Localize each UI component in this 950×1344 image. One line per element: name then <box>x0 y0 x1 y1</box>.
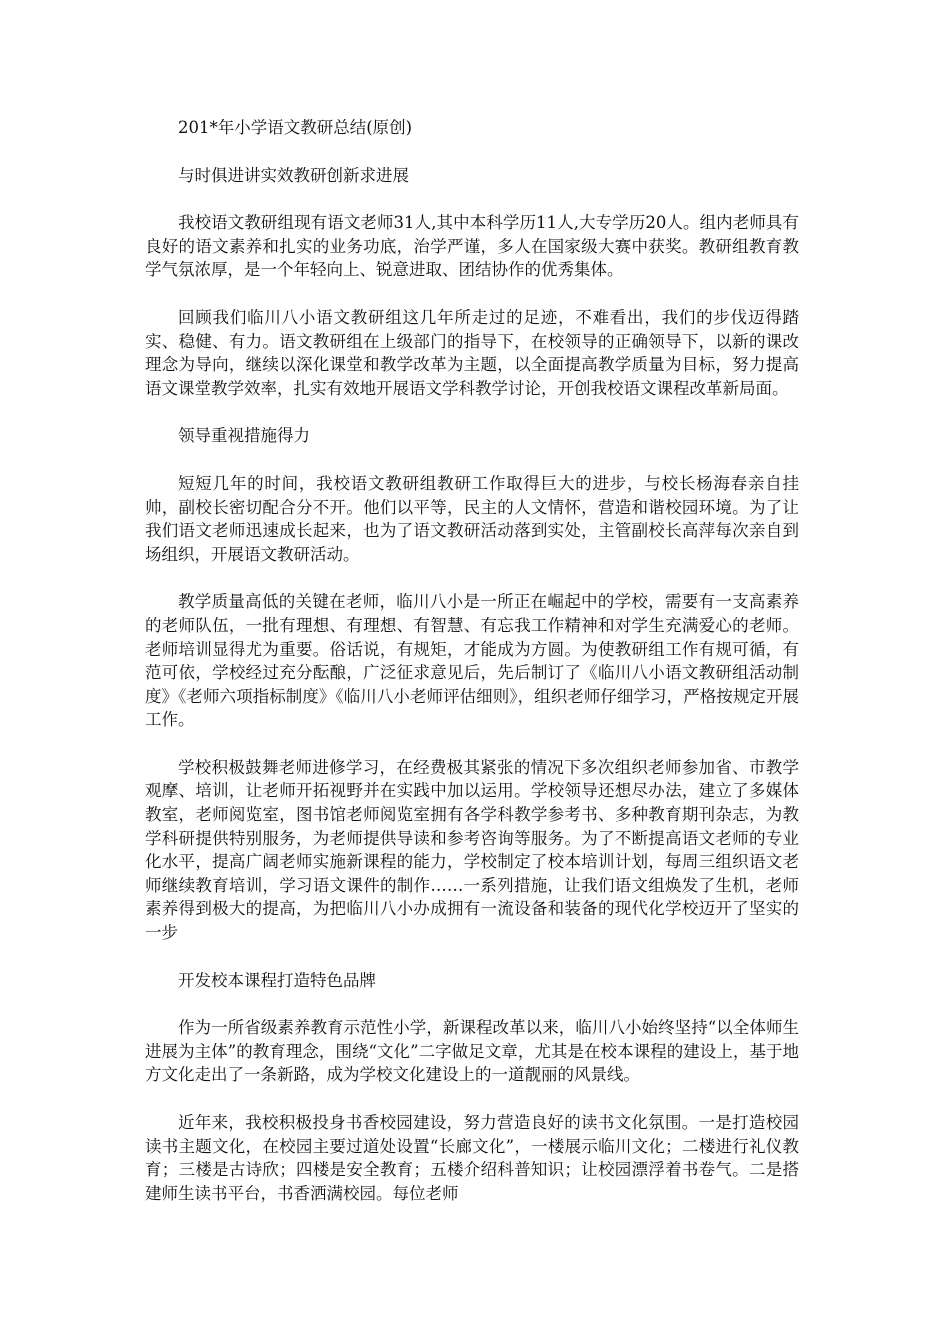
intro-paragraph-2: 回顾我们临川八小语文教研组这几年所走过的足迹，不难看出，我们的步伐迈得踏实、稳健、有力。语文教研组在上级部门的指导下，在校领导的正确领导下，以新的课改理念为导向，继续以深化课堂和教学改革为主题，以全面提高教学质量为目标，努力提高语文课堂教学效率，扎实有效地开展语文学科教学讨论，开创我校语文课程改革新局面。 <box>145 307 799 398</box>
section1-paragraph-3: 学校积极鼓舞老师进修学习，在经费极其紧张的情况下多次组织老师参加省、市教学观摩、培训，让老师开拓视野并在实践中加以运用。学校领导还想尽办法，建立了多媒体教室，老师阅览室，图书馆老师阅览室拥有各学科教学参考书、多种教育期刊杂志，为教学科研提供特别服务，为老师提供导读和参考咨询等服务。为了不断提高语文老师的专业化水平，提高广阔老师实施新课程的能力，学校制定了校本培训计划，每周三组织语文老师继续教育培训，学习语文课件的制作……一系列措施，让我们语文组焕发了生机，老师素养得到极大的提高，为把临川八小办成拥有一流设备和装备的现代化学校迈开了坚实的一步 <box>145 757 799 943</box>
intro-paragraph-1: 我校语文教研组现有语文老师31人,其中本科学历11人,大专学历20人。组内老师具有良好的语文素养和扎实的业务功底，治学严谨，多人在国家级大赛中获奖。教研组教育教学气氛浓厚，是一个年轻向上、锐意进取、团结协作的优秀集体。 <box>145 213 799 280</box>
section-heading-curriculum: 开发校本课程打造特色品牌 <box>178 970 376 990</box>
document-body <box>145 116 799 1229</box>
section2-paragraph-1: 作为一所省级素养教育示范性小学，新课程改革以来，临川八小始终坚持“以全体师生进展为主体”的教育理念，围绕“文化”二字做足文章，尤其是在校本课程的建设上，基于地方文化走出了一条新路，成为学校文化建设上的一道靓丽的风景线。 <box>145 1018 799 1085</box>
document-title: 201*年小学语文教研总结(原创) <box>178 118 413 137</box>
section1-paragraph-2: 教学质量高低的关键在老师，临川八小是一所正在崛起中的学校，需要有一支高素养的老师队伍，一批有理想、有理想、有智慧、有忘我工作精神和对学生充满爱心的老师。老师培训显得尤为重要。俗话说，有规矩，才能成为方圆。为使教研组工作有规可循，有范可依，学校经过充分酝酿，广泛征求意见后，先后制订了《临川八小语文教研组活动制度》《老师六项指标制度》《临川八小老师评估细则》，组织老师仔细学习，严格按规定开展工作。 <box>145 592 799 730</box>
section1-paragraph-1: 短短几年的时间，我校语文教研组教研工作取得巨大的进步，与校长杨海春亲自挂帅，副校长密切配合分不开。他们以平等，民主的人文情怀，营造和谐校园环境。为了让我们语文老师迅速成长起来，也为了语文教研活动落到实处，主管副校长高萍每次亲自到场组织，开展语文教研活动。 <box>145 473 799 564</box>
section-heading-leadership: 领导重视措施得力 <box>178 426 310 446</box>
section2-paragraph-2: 近年来，我校积极投身书香校园建设，努力营造良好的读书文化氛围。一是打造校园读书主题文化，在校园主要过道处设置“长廊文化”，一楼展示临川文化；二楼进行礼仪教育；三楼是古诗欣；四楼是安全教育；五楼介绍科普知识；让校园漂浮着书卷气。二是搭建师生读书平台，书香洒满校园。每位老师 <box>145 1113 799 1203</box>
document-subtitle: 与时俱进讲实效教研创新求进展 <box>178 165 409 185</box>
